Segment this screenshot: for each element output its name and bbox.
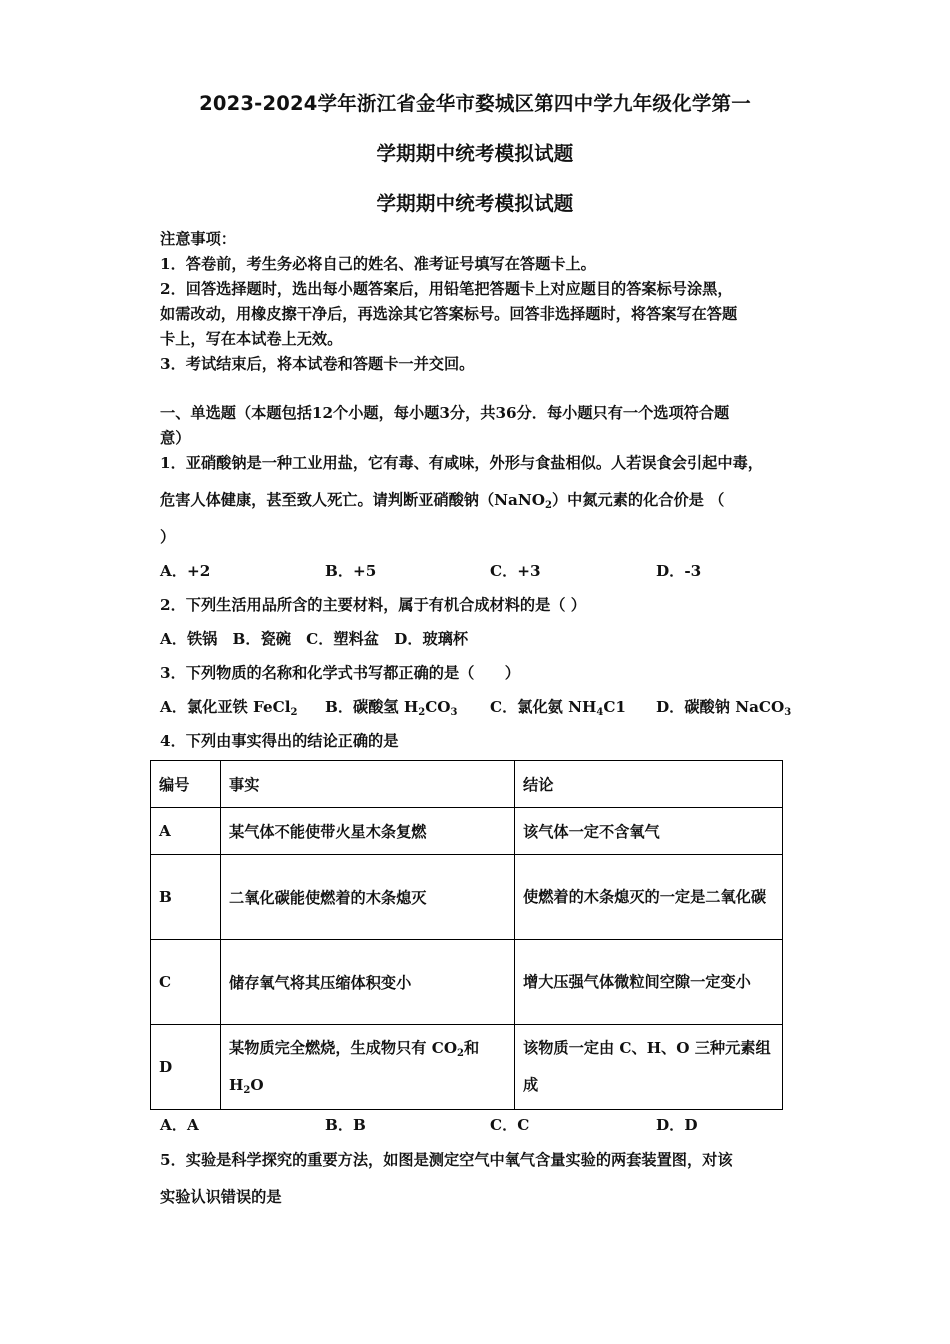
row-id: C [151, 940, 221, 1025]
q1-stem-line3: ） [160, 528, 176, 546]
q4-option-c[interactable]: C．C [490, 1116, 530, 1134]
notice-item-2-line2: 如需改动，用橡皮擦干净后，再选涂其它答案标号。回答非选择题时，将答案写在答题 [160, 305, 738, 323]
q1-stem-line1: 1．亚硝酸钠是一种工业用盐，它有毒、有咸味，外形与食盐相似。人若误食会引起中毒， [160, 454, 763, 472]
q3-option-d[interactable]: D．碳酸钠 NaCO$_3$ [656, 698, 792, 718]
q3-option-a[interactable]: A．氯化亚铁 FeCl$_2$ [160, 698, 298, 718]
notice-item-2-line1: 2．回答选择题时，选出每小题答案后，用铅笔把答题卡上对应题目的答案标号涂黑， [160, 280, 733, 298]
table-header-row [151, 761, 783, 808]
section-heading-line2: 意） [160, 429, 191, 447]
row-id: B [151, 855, 221, 940]
row-conclusion: 该气体一定不含氧气 [515, 808, 783, 855]
row-fact: 某气体不能使带火星木条复燃 [221, 808, 515, 855]
page-title-line3: 学期期中统考模拟试题 [376, 192, 574, 215]
q4-stem: 4．下列由事实得出的结论正确的是 [160, 732, 399, 750]
notice-item-1: 1．答卷前，考生务必将自己的姓名、准考证号填写在答题卡上。 [160, 255, 596, 273]
notice-heading: 注意事项： [160, 230, 236, 248]
row-id: D [151, 1025, 221, 1110]
table-header-id: 编号 [151, 761, 221, 808]
q2-stem: 2．下列生活用品所含的主要材料，属于有机合成材料的是（ ） [160, 596, 586, 614]
row-conclusion: 增大压强气体微粒间空隙一定变小 [515, 940, 783, 1025]
q3-option-b[interactable]: B．碳酸氢 $H_2CO_3$ [325, 698, 458, 718]
q5-stem-line1: 5．实验是科学探究的重要方法，如图是测定空气中氧气含量实验的两套装置图，对该 [160, 1151, 733, 1169]
row-conclusion: 使燃着的木条熄灭的一定是二氧化碳 [515, 855, 783, 940]
table-header-fact: 事实 [221, 761, 515, 808]
table-row [151, 940, 783, 1025]
q2-options[interactable]: A．铁锅 B．瓷碗 C．塑料盆 D．玻璃杯 [160, 630, 469, 648]
q1-option-c[interactable]: C．+3 [490, 562, 541, 580]
notice-item-3: 3．考试结束后，将本试卷和答题卡一并交回。 [160, 355, 475, 373]
q4-option-a[interactable]: A．A [160, 1116, 199, 1134]
row-fact: 储存氧气将其压缩体积变小 [221, 940, 515, 1025]
q1-option-a[interactable]: A．+2 [160, 562, 211, 580]
row-conclusion: 该物质一定由 C、H、O 三种元素组成 [515, 1025, 783, 1110]
section-heading-line1: 一、单选题（本题包括12个小题，每小题3分，共36分．每小题只有一个选项符合题 [160, 404, 730, 422]
table-row [151, 808, 783, 855]
row-fact: 某物质完全燃烧，生成物只有 $CO_2$和 $H_2O$ [221, 1025, 515, 1110]
q1-option-d[interactable]: D．-3 [656, 562, 702, 580]
notice-item-2-line3: 卡上，写在本试卷上无效。 [160, 330, 343, 348]
q1-stem-line2: 危害人体健康，甚至致人死亡。请判断亚硝酸钠（NaNO$_2$）中氮元素的化合价是 （ [160, 491, 725, 511]
q3-option-c[interactable]: C．氯化氨 $NH_4C1$ [490, 698, 626, 718]
q5-stem-line2: 实验认识错误的是 [160, 1188, 282, 1206]
table-row [151, 1025, 783, 1110]
table-row [151, 855, 783, 940]
q4-table [150, 760, 783, 1110]
q4-option-d[interactable]: D．D [656, 1116, 698, 1134]
q1-option-b[interactable]: B．+5 [325, 562, 377, 580]
row-fact: 二氧化碳能使燃着的木条熄灭 [221, 855, 515, 940]
page-title-line2: 学期期中统考模拟试题 [376, 142, 574, 165]
table-header-conclusion: 结论 [515, 761, 783, 808]
row-id: A [151, 808, 221, 855]
q3-stem: 3．下列物质的名称和化学式书写都正确的是（ ） [160, 664, 520, 682]
page-title-line1: 2023-2024学年浙江省金华市婺城区第四中学九年级化学第一 [199, 92, 751, 115]
q4-option-b[interactable]: B．B [325, 1116, 366, 1134]
